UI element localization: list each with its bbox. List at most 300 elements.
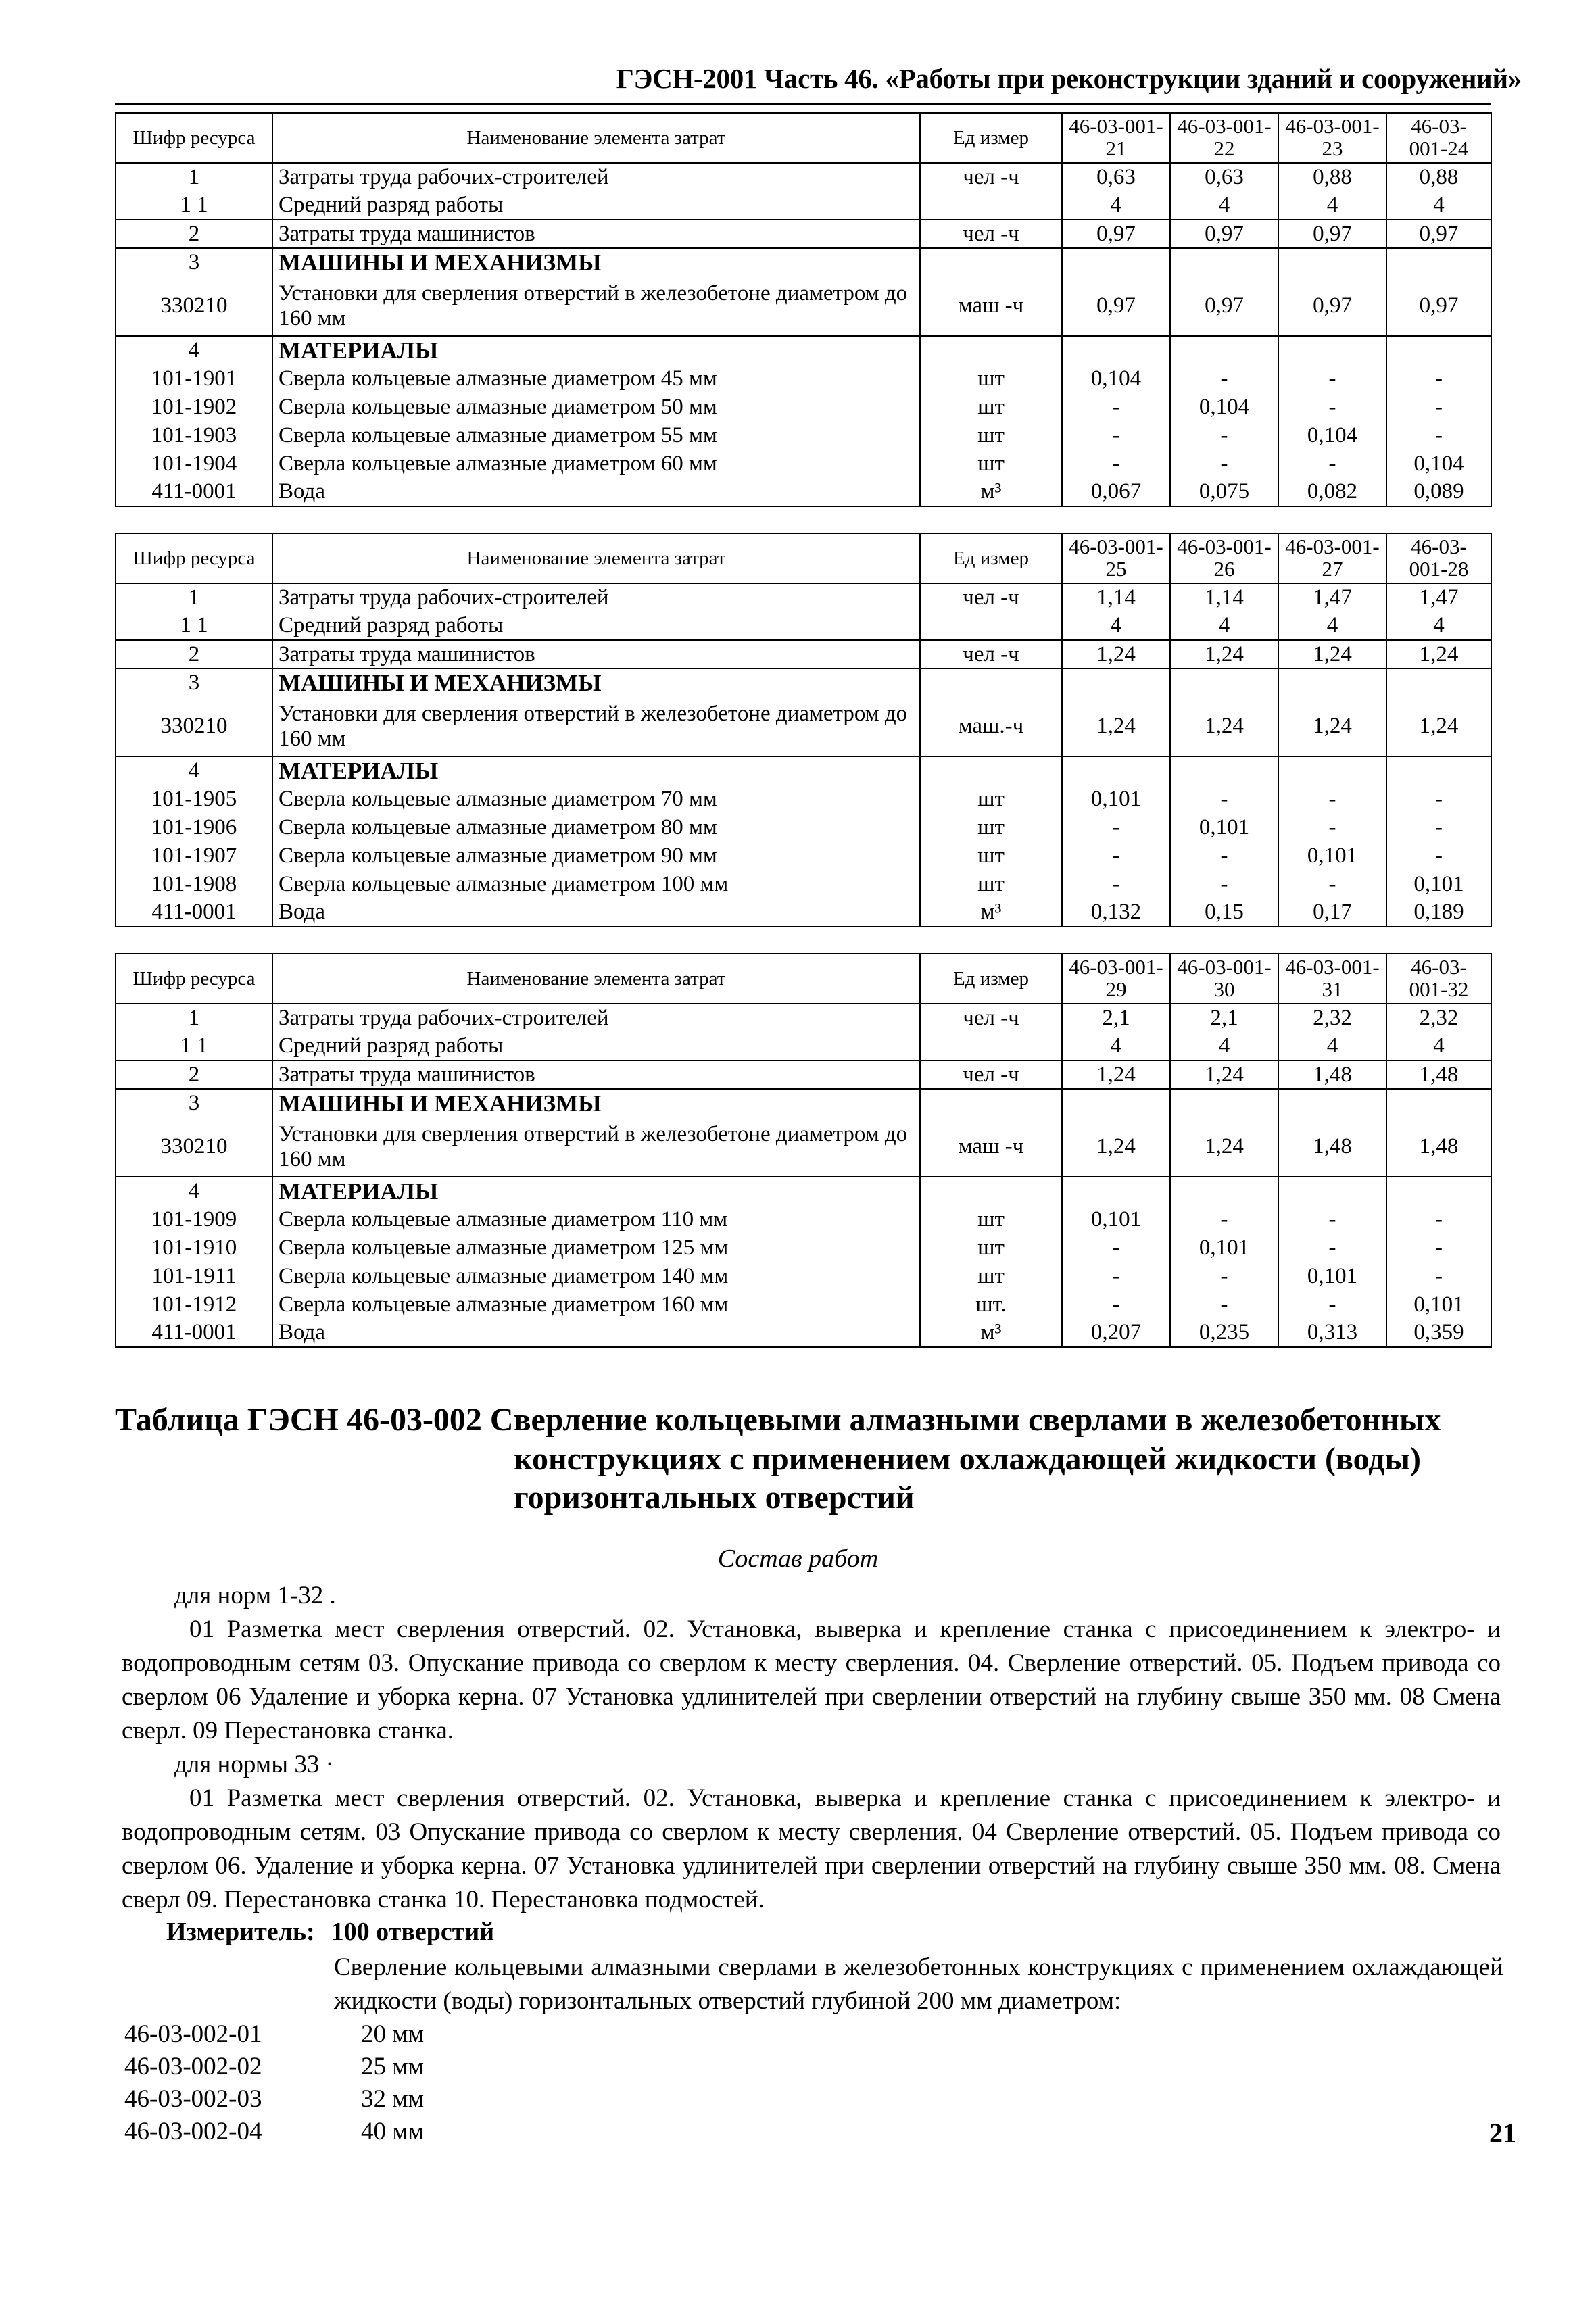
resource-code: 101-1908 xyxy=(116,870,272,898)
resource-code: 1 1 xyxy=(116,191,272,220)
norm-value: - xyxy=(1278,870,1386,898)
column-header-norm-code: 46-03-001-25 xyxy=(1062,533,1170,583)
norm-value: 2,1 xyxy=(1170,1004,1278,1032)
norm-value: - xyxy=(1386,1234,1491,1262)
section-title: МАТЕРИАЛЫ xyxy=(272,336,920,364)
column-header-code: Шифр ресурса xyxy=(116,533,272,583)
norm-value: 0,88 xyxy=(1278,163,1386,191)
page-number: 21 xyxy=(1489,2118,1516,2148)
resource-code: 101-1907 xyxy=(116,842,272,870)
resource-unit: чел -ч xyxy=(920,1004,1062,1032)
norm-value: 0,97 xyxy=(1278,220,1386,248)
norm-value: 0,63 xyxy=(1170,163,1278,191)
resource-unit: чел -ч xyxy=(920,163,1062,191)
norm-description: Сверление кольцевыми алмазными сверлами в железобетонных конструкциях с применением охлаждающей жидкости (воды) горизонтальных отверстий глубиной 200 мм диаметром: xyxy=(334,1953,1503,2015)
resource-row xyxy=(116,1117,1491,1177)
norm-value: 0,104 xyxy=(1278,421,1386,449)
resource-code: 1 xyxy=(116,163,272,191)
norm-value: - xyxy=(1062,813,1170,842)
resource-code: 4 xyxy=(116,756,272,785)
resource-row xyxy=(116,276,1491,336)
resource-code: 1 1 xyxy=(116,612,272,640)
resource-row xyxy=(116,1262,1491,1290)
empty-cell xyxy=(1062,336,1170,364)
resource-row xyxy=(116,1004,1491,1032)
resource-name: Сверла кольцевые алмазные диаметром 50 мм xyxy=(272,393,920,421)
column-header-code: Шифр ресурса xyxy=(116,113,272,163)
norm-value: - xyxy=(1062,393,1170,421)
norm-value: 1,47 xyxy=(1386,583,1491,612)
norm-value: - xyxy=(1062,842,1170,870)
empty-cell xyxy=(1278,668,1386,697)
norm-value: 0,97 xyxy=(1170,276,1278,336)
norm-value: - xyxy=(1386,1205,1491,1234)
norm-value: 4 xyxy=(1386,612,1491,640)
norm-value: 0,101 xyxy=(1170,813,1278,842)
resource-unit: шт xyxy=(920,421,1062,449)
resource-code: 101-1912 xyxy=(116,1290,272,1319)
norm-value: - xyxy=(1062,1262,1170,1290)
norm-value: - xyxy=(1278,1205,1386,1234)
norm-code-row xyxy=(124,2051,424,2083)
empty-cell xyxy=(1170,756,1278,785)
resource-name: Затраты труда рабочих-строителей xyxy=(272,1004,920,1032)
resource-name: Затраты труда машинистов xyxy=(272,220,920,248)
norm-value: 0,075 xyxy=(1170,478,1278,506)
resource-code: 1 xyxy=(116,583,272,612)
norm-value: 4 xyxy=(1062,1032,1170,1061)
resource-code: 101-1910 xyxy=(116,1234,272,1262)
resource-name: Вода xyxy=(272,478,920,506)
resource-name: Средний разряд работы xyxy=(272,612,920,640)
resource-code: 3 xyxy=(116,668,272,697)
resource-row xyxy=(116,1319,1491,1347)
norm-value: - xyxy=(1170,1262,1278,1290)
norm-code-row xyxy=(124,2018,424,2051)
resource-code: 411-0001 xyxy=(116,478,272,506)
empty-cell xyxy=(1386,1177,1491,1205)
norm-value: - xyxy=(1386,421,1491,449)
norm-value: 4 xyxy=(1170,191,1278,220)
resource-code: 2 xyxy=(116,1061,272,1089)
empty-cell xyxy=(1278,1177,1386,1205)
resource-unit: м³ xyxy=(920,1319,1062,1347)
resource-unit xyxy=(920,612,1062,640)
norm-value: 1,24 xyxy=(1062,1117,1170,1177)
section-title: МАТЕРИАЛЫ xyxy=(272,756,920,785)
norm-value: - xyxy=(1386,364,1491,393)
resource-unit xyxy=(920,1032,1062,1061)
norm-value: - xyxy=(1170,1205,1278,1234)
norm-value: 4 xyxy=(1386,1032,1491,1061)
norm-value: - xyxy=(1062,449,1170,478)
resource-name: Средний разряд работы xyxy=(272,1032,920,1061)
empty-cell xyxy=(920,756,1062,785)
resource-name: Сверла кольцевые алмазные диаметром 110 мм xyxy=(272,1205,920,1234)
norm-value: 0,97 xyxy=(1278,276,1386,336)
resource-code: 3 xyxy=(116,1089,272,1117)
norm-value: 0,101 xyxy=(1062,785,1170,813)
resource-code: 4 xyxy=(116,1177,272,1205)
column-header-name: Наименование элемента затрат xyxy=(272,533,920,583)
empty-cell xyxy=(1278,1089,1386,1117)
norm-diameter: 25 мм xyxy=(361,2053,425,2080)
resource-name: Сверла кольцевые алмазные диаметром 80 мм xyxy=(272,813,920,842)
column-header-name: Наименование элемента затрат xyxy=(272,113,920,163)
empty-cell xyxy=(1386,756,1491,785)
resource-row xyxy=(116,191,1491,220)
norm-value: 0,97 xyxy=(1386,220,1491,248)
norm-value: 2,1 xyxy=(1062,1004,1170,1032)
norm-value: 1,48 xyxy=(1278,1117,1386,1177)
norm-value: - xyxy=(1062,421,1170,449)
resource-table xyxy=(115,533,1492,927)
resource-row xyxy=(116,364,1491,393)
norm-value: 0,88 xyxy=(1386,163,1491,191)
column-header-unit: Ед измер xyxy=(920,954,1062,1004)
resource-row xyxy=(116,583,1491,612)
empty-cell xyxy=(1062,1177,1170,1205)
work-operations-paragraph: 01 Разметка мест сверления отверстий. 02. Установка, выверка и крепление станка с присоединением к электро- и водопроводным сетям. 03 Опускание привода со сверлом к месту сверления. 04 Сверление отверстий. 05. Подъем привода со сверлом 06. Удаление и уборка керна. 07 Установка удлинителей при сверлении отверстий на глубину свыше 350 мм. 08. Смена сверл 09. Перестановка станка 10. Перестановка подмостей. xyxy=(122,1784,1501,1914)
section-title: МАШИНЫ И МЕХАНИЗМЫ xyxy=(272,668,920,697)
norm-value: 0,104 xyxy=(1062,364,1170,393)
measure-line xyxy=(166,1917,494,1947)
norm-value: 2,32 xyxy=(1278,1004,1386,1032)
norm-value: - xyxy=(1278,1234,1386,1262)
norm-value: - xyxy=(1170,421,1278,449)
resource-code: 2 xyxy=(116,640,272,668)
norm-value: 1,24 xyxy=(1278,697,1386,756)
norm-value: 4 xyxy=(1062,612,1170,640)
resource-name: Сверла кольцевые алмазные диаметром 100 мм xyxy=(272,870,920,898)
table-title-line-3: горизонтальных отверстий xyxy=(514,1480,915,1516)
section-title: МАШИНЫ И МЕХАНИЗМЫ xyxy=(272,248,920,276)
empty-cell xyxy=(1386,248,1491,276)
norm-value: - xyxy=(1278,813,1386,842)
column-header-norm-code: 46-03-001-23 xyxy=(1278,113,1386,163)
resource-code: 3 xyxy=(116,248,272,276)
resource-unit: шт. xyxy=(920,1290,1062,1319)
norm-value: 0,067 xyxy=(1062,478,1170,506)
resource-row xyxy=(116,870,1491,898)
resource-code: 330210 xyxy=(116,1117,272,1177)
norm-value: - xyxy=(1386,393,1491,421)
norm-value: 0,101 xyxy=(1062,1205,1170,1234)
norm-value: 1,24 xyxy=(1278,640,1386,668)
section-row xyxy=(116,1089,1491,1117)
resource-name: Сверла кольцевые алмазные диаметром 70 мм xyxy=(272,785,920,813)
norm-value: 1,24 xyxy=(1062,697,1170,756)
resource-unit: маш.-ч xyxy=(920,697,1062,756)
column-header-norm-code: 46-03-001-31 xyxy=(1278,954,1386,1004)
norm-value: - xyxy=(1278,364,1386,393)
norm-value: 1,48 xyxy=(1278,1061,1386,1089)
norm-value: - xyxy=(1386,1262,1491,1290)
resource-unit: чел -ч xyxy=(920,1061,1062,1089)
norm-value: 1,24 xyxy=(1170,1061,1278,1089)
norm-value: - xyxy=(1278,449,1386,478)
norm-value: 1,24 xyxy=(1062,1061,1170,1089)
table-header-row xyxy=(116,954,1491,1004)
norm-value: 4 xyxy=(1062,191,1170,220)
measure-value: 100 отверстий xyxy=(331,1918,495,1946)
norm-value: 1,24 xyxy=(1386,640,1491,668)
empty-cell xyxy=(920,1089,1062,1117)
resource-unit: чел -ч xyxy=(920,220,1062,248)
measure-label: Измеритель: xyxy=(166,1918,315,1946)
resource-row xyxy=(116,421,1491,449)
resource-table xyxy=(115,112,1492,507)
resource-row xyxy=(116,842,1491,870)
resource-row xyxy=(116,697,1491,756)
norm-value: 0,97 xyxy=(1170,220,1278,248)
norm-value: 4 xyxy=(1386,191,1491,220)
section-title: МАШИНЫ И МЕХАНИЗМЫ xyxy=(272,1089,920,1117)
norm-value: 1,24 xyxy=(1170,640,1278,668)
column-header-norm-code: 46-03-001-22 xyxy=(1170,113,1278,163)
empty-cell xyxy=(920,248,1062,276)
resource-name: Сверла кольцевые алмазные диаметром 90 мм xyxy=(272,842,920,870)
work-operations-paragraph: 01 Разметка мест сверления отверстий. 02. Установка, выверка и крепление станка с присоединением к электро- и водопроводным сетям 03. Опускание привода со сверлом к месту сверления. 04. Сверление отверстий. 05. Подъем привода со сверлом 06 Удаление и уборка керна. 07 Установка удлинителей при сверлении отверстий на глубину свыше 350 мм. 08 Смена сверл. 09 Перестановка станка. xyxy=(122,1615,1501,1745)
table-title-line-1: Таблица ГЭСН 46-03-002 Сверление кольцевыми алмазными сверлами в железобетонных xyxy=(115,1402,1441,1438)
section-row xyxy=(116,248,1491,276)
table-title xyxy=(115,1400,1491,1517)
norm-value: 1,24 xyxy=(1170,697,1278,756)
empty-cell xyxy=(1062,1089,1170,1117)
norm-value: 0,082 xyxy=(1278,478,1386,506)
norm-code: 46-03-002-04 xyxy=(124,2118,262,2145)
resource-name: Затраты труда машинистов xyxy=(272,640,920,668)
resource-table xyxy=(115,953,1492,1348)
norm-diameter: 20 мм xyxy=(361,2020,425,2048)
empty-cell xyxy=(1386,1089,1491,1117)
running-header: ГЭСН-2001 Часть 46. «Работы при реконструкции зданий и сооружений» xyxy=(616,63,1522,94)
composition-heading: Состав работ xyxy=(717,1544,879,1573)
resource-unit: шт xyxy=(920,1234,1062,1262)
norm-group-label: для норм 1-32 . xyxy=(174,1582,336,1609)
empty-cell xyxy=(1062,668,1170,697)
empty-cell xyxy=(1170,1177,1278,1205)
resource-code: 101-1904 xyxy=(116,449,272,478)
resource-name: Установки для сверления отверстий в железобетоне диаметром до 160 мм xyxy=(272,1117,920,1177)
resource-unit: шт xyxy=(920,785,1062,813)
resource-unit: шт xyxy=(920,842,1062,870)
resource-code: 411-0001 xyxy=(116,898,272,927)
norm-value: 1,14 xyxy=(1170,583,1278,612)
norm-value: 1,24 xyxy=(1062,640,1170,668)
resource-unit: м³ xyxy=(920,898,1062,927)
norm-value: - xyxy=(1170,364,1278,393)
resource-code: 101-1911 xyxy=(116,1262,272,1290)
empty-cell xyxy=(1278,336,1386,364)
resource-row xyxy=(116,478,1491,506)
header-rule xyxy=(115,103,1491,105)
table-header-row xyxy=(116,533,1491,583)
column-header-norm-code: 46-03-001-24 xyxy=(1386,113,1491,163)
column-header-norm-code: 46-03-001-30 xyxy=(1170,954,1278,1004)
resource-name: Сверла кольцевые алмазные диаметром 125 мм xyxy=(272,1234,920,1262)
resource-row xyxy=(116,1032,1491,1061)
section-row xyxy=(116,668,1491,697)
empty-cell xyxy=(1170,248,1278,276)
resource-row xyxy=(116,785,1491,813)
norm-value: - xyxy=(1278,1290,1386,1319)
column-header-norm-code: 46-03-001-32 xyxy=(1386,954,1491,1004)
resource-row xyxy=(116,640,1491,668)
norm-diameter: 40 мм xyxy=(361,2118,425,2145)
column-header-norm-code: 46-03-001-27 xyxy=(1278,533,1386,583)
empty-cell xyxy=(1062,248,1170,276)
empty-cell xyxy=(1386,336,1491,364)
norm-value: - xyxy=(1386,842,1491,870)
norm-value: 0,63 xyxy=(1062,163,1170,191)
resource-row xyxy=(116,1061,1491,1089)
resource-row xyxy=(116,612,1491,640)
norm-value: 1,14 xyxy=(1062,583,1170,612)
norm-value: 0,97 xyxy=(1062,276,1170,336)
section-row xyxy=(116,336,1491,364)
resource-unit: чел -ч xyxy=(920,583,1062,612)
resource-code: 101-1901 xyxy=(116,364,272,393)
resource-name: Сверла кольцевые алмазные диаметром 45 мм xyxy=(272,364,920,393)
resource-code: 101-1903 xyxy=(116,421,272,449)
norm-value: - xyxy=(1170,842,1278,870)
norm-value: 0,97 xyxy=(1062,220,1170,248)
norm-value: 0,101 xyxy=(1386,870,1491,898)
resource-name: Сверла кольцевые алмазные диаметром 160 мм xyxy=(272,1290,920,1319)
norm-value: 0,104 xyxy=(1386,449,1491,478)
norm-value: - xyxy=(1170,785,1278,813)
resource-unit: м³ xyxy=(920,478,1062,506)
resource-name: Затраты труда рабочих-строителей xyxy=(272,583,920,612)
column-header-norm-code: 46-03-001-21 xyxy=(1062,113,1170,163)
resource-unit: шт xyxy=(920,393,1062,421)
resource-name: Затраты труда машинистов xyxy=(272,1061,920,1089)
section-title: МАТЕРИАЛЫ xyxy=(272,1177,920,1205)
resource-unit: маш -ч xyxy=(920,1117,1062,1177)
norm-value: 0,089 xyxy=(1386,478,1491,506)
column-header-norm-code: 46-03-001-28 xyxy=(1386,533,1491,583)
norm-value: 1,24 xyxy=(1386,697,1491,756)
resource-code: 330210 xyxy=(116,697,272,756)
empty-cell xyxy=(920,336,1062,364)
column-header-code: Шифр ресурса xyxy=(116,954,272,1004)
resource-code: 411-0001 xyxy=(116,1319,272,1347)
norm-value: 0,15 xyxy=(1170,898,1278,927)
norm-value: 0,17 xyxy=(1278,898,1386,927)
norm-code-row xyxy=(124,2083,424,2116)
norm-value: 0,97 xyxy=(1386,276,1491,336)
norm-value: 0,235 xyxy=(1170,1319,1278,1347)
empty-cell xyxy=(1062,756,1170,785)
resource-name: Затраты труда рабочих-строителей xyxy=(272,163,920,191)
section-row xyxy=(116,1177,1491,1205)
resource-name: Установки для сверления отверстий в железобетоне диаметром до 160 мм xyxy=(272,276,920,336)
resource-row xyxy=(116,1205,1491,1234)
column-header-norm-code: 46-03-001-26 xyxy=(1170,533,1278,583)
norm-value: 0,101 xyxy=(1278,1262,1386,1290)
norm-value: - xyxy=(1170,870,1278,898)
resource-code: 1 1 xyxy=(116,1032,272,1061)
empty-cell xyxy=(1278,756,1386,785)
resource-unit: чел -ч xyxy=(920,640,1062,668)
table-header-row xyxy=(116,113,1491,163)
resource-code: 330210 xyxy=(116,276,272,336)
empty-cell xyxy=(1170,1089,1278,1117)
norm-value: 4 xyxy=(1170,612,1278,640)
norm-value: 4 xyxy=(1278,1032,1386,1061)
resource-row xyxy=(116,1234,1491,1262)
resource-unit: шт xyxy=(920,1205,1062,1234)
norm-value: 2,32 xyxy=(1386,1004,1491,1032)
norm-value: 1,47 xyxy=(1278,583,1386,612)
norm-value: 0,207 xyxy=(1062,1319,1170,1347)
norm-value: 0,132 xyxy=(1062,898,1170,927)
resource-unit: шт xyxy=(920,1262,1062,1290)
norm-value: - xyxy=(1278,393,1386,421)
resource-unit: шт xyxy=(920,870,1062,898)
norm-value: - xyxy=(1062,1234,1170,1262)
section-row xyxy=(116,756,1491,785)
resource-name: Сверла кольцевые алмазные диаметром 55 мм xyxy=(272,421,920,449)
norm-diameter: 32 мм xyxy=(361,2085,425,2113)
norm-code: 46-03-002-01 xyxy=(124,2020,262,2048)
empty-cell xyxy=(1386,668,1491,697)
norm-code-row xyxy=(124,2116,424,2148)
norm-value: 0,104 xyxy=(1170,393,1278,421)
norm-value: 0,313 xyxy=(1278,1319,1386,1347)
empty-cell xyxy=(1278,248,1386,276)
norm-value: 1,24 xyxy=(1170,1117,1278,1177)
resource-row xyxy=(116,1290,1491,1319)
column-header-unit: Ед измер xyxy=(920,533,1062,583)
resource-unit: маш -ч xyxy=(920,276,1062,336)
norm-value: 0,101 xyxy=(1278,842,1386,870)
resource-code: 101-1906 xyxy=(116,813,272,842)
norm-value: 4 xyxy=(1278,191,1386,220)
resource-code: 101-1902 xyxy=(116,393,272,421)
resource-code: 101-1909 xyxy=(116,1205,272,1234)
norm-value: - xyxy=(1170,1290,1278,1319)
resource-unit: шт xyxy=(920,449,1062,478)
resource-code: 1 xyxy=(116,1004,272,1032)
empty-cell xyxy=(1170,668,1278,697)
resource-code: 4 xyxy=(116,336,272,364)
norm-value: 1,48 xyxy=(1386,1061,1491,1089)
norm-value: 0,359 xyxy=(1386,1319,1491,1347)
resource-row xyxy=(116,393,1491,421)
resource-row xyxy=(116,163,1491,191)
empty-cell xyxy=(920,1177,1062,1205)
norm-value: - xyxy=(1170,449,1278,478)
norm-value: 4 xyxy=(1170,1032,1278,1061)
norm-value: 0,101 xyxy=(1386,1290,1491,1319)
norm-code: 46-03-002-02 xyxy=(124,2053,262,2080)
column-header-name: Наименование элемента затрат xyxy=(272,954,920,1004)
norm-value: - xyxy=(1062,1290,1170,1319)
norm-value: - xyxy=(1278,785,1386,813)
norm-value: - xyxy=(1386,813,1491,842)
norm-value: 0,101 xyxy=(1170,1234,1278,1262)
norm-value: - xyxy=(1062,870,1170,898)
column-header-unit: Ед измер xyxy=(920,113,1062,163)
norm-code-list xyxy=(124,2018,424,2148)
resource-name: Сверла кольцевые алмазные диаметром 140 мм xyxy=(272,1262,920,1290)
norm-value: - xyxy=(1386,785,1491,813)
resource-name: Средний разряд работы xyxy=(272,191,920,220)
resource-unit xyxy=(920,191,1062,220)
resource-code: 101-1905 xyxy=(116,785,272,813)
